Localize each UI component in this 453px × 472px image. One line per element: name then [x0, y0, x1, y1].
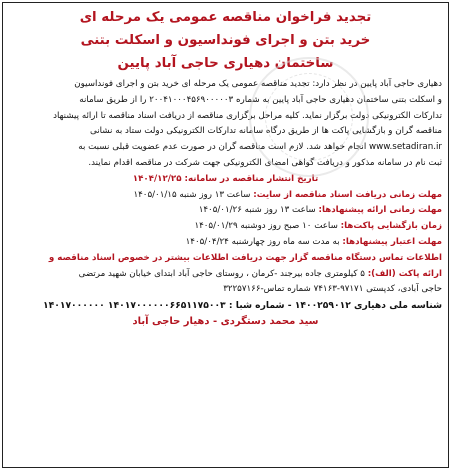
title-line-3: ساختمان دهیاری حاجی آباد پایین [117, 56, 334, 71]
deadline-label: مهلت زمانی ارائه پیشنهادها: [318, 205, 442, 216]
deadline-value: ساعت ۱۳ روز شنبه ۱۴۰۵/۰۱/۱۵ [133, 189, 254, 200]
title-line-2: خرید بتن و اجرای فونداسیون و اسکلت بتنی [80, 33, 371, 48]
contact-heading: اطلاعات تماس دستگاه مناقصه گزار جهت دریافت اطلاعات بیشتر در خصوص اسناد مناقصه و [48, 252, 442, 263]
deadline-label: مهلت زمانی دریافت اسناد مناقصه از سایت: [253, 189, 442, 200]
contact-address-2: حاجی آبادی، کدپستی ۹۷۱۷۱-۷۴۱۶۳ شماره تماس-۳۲۲۵۷۱۶۶ [223, 284, 442, 295]
deadline-label: زمان بازگشایی پاکت‌ها: [340, 221, 442, 232]
deadline-value: ساعت ۱۳ روز شنبه ۱۴۰۵/۰۱/۲۶ [198, 205, 319, 216]
address-text: ۵ کیلومتری جاده بیرجند -کرمان ، روستای حاجی آباد ابتدای خیابان شهید مرتضی [78, 268, 368, 279]
deadline-opening [9, 219, 442, 235]
publish-date: تاریخ انتشار مناقصه در سامانه: ۱۴۰۴/۱۲/۲۵ [132, 173, 319, 184]
notice-body [3, 75, 448, 314]
contact-address [9, 267, 442, 283]
paragraph-line: ثبت نام در سامانه مذکور و دریافت گواهی امضای الکترونیکی جهت شرکت در مناقصه اقدام نمایند. [88, 157, 442, 168]
contact-label: ارائه پاکت (الف): [367, 268, 442, 279]
seal-watermark [249, 57, 369, 177]
signature: سید محمد دستگردی - دهیار حاجی آباد [132, 315, 319, 327]
paragraph-line: تدارکات الکترونیکی دولت برگزار نماید. کلیه مراحل برگزاری مناقصه از دریافت اسناد مناقصه تا ارائه پیشنهاد [53, 110, 442, 121]
deadline-proposals [9, 203, 442, 219]
paragraph-line: و اسکلت بتنی ساختمان دهیاری حاجی آباد پایین به شماره ۲۰۰۴۱۰۰۰۴۵۶۹۰۰۰۰۰۳ را از طریق سامانه [79, 94, 442, 105]
paragraph-line: مناقصه گران و بازگشایی پاکت ها از طریق درگاه سامانه تدارکات الکترونیکی دولت ستاد به نشانی [89, 126, 442, 137]
paragraph-line: www.setadiran.ir انجام خواهد شد. لازم است مناقصه گران در صورت عدم عضویت قبلی نسبت به [78, 142, 442, 153]
deadline-documents [9, 188, 442, 204]
deadline-validity [9, 235, 442, 251]
deadline-value: ساعت ۱۰ صبح روز دوشنبه ۱۴۰۵/۰۱/۲۹ [194, 221, 341, 232]
national-id-line: شناسه ملی دهیاری ۱۴۰۰۲۵۹۰۱۲ - شماره شبا : ۱۴۰۱۷۰۰۰۰۰۰۶۶۵۱۱۷۵۰۰۳ ۱۴۰۱۷۰۰۰۰۰۰ [43, 300, 442, 312]
deadline-label: مهلت اعتبار پیشنهادها: [342, 236, 442, 247]
notice-title [3, 6, 448, 75]
tender-notice [2, 2, 449, 468]
title-line-1: تجدید فراخوان مناقصه عمومی یک مرحله ای [79, 10, 372, 25]
deadline-value: به مدت سه ماه روز چهارشنبه ۱۴۰۵/۰۴/۲۴ [185, 236, 343, 247]
paragraph-line: دهیاری حاجی آباد پایین در نظر دارد: تجدید مناقصه عمومی یک مرحله ای خرید بتن و اجرای فونداسیون [74, 79, 442, 89]
